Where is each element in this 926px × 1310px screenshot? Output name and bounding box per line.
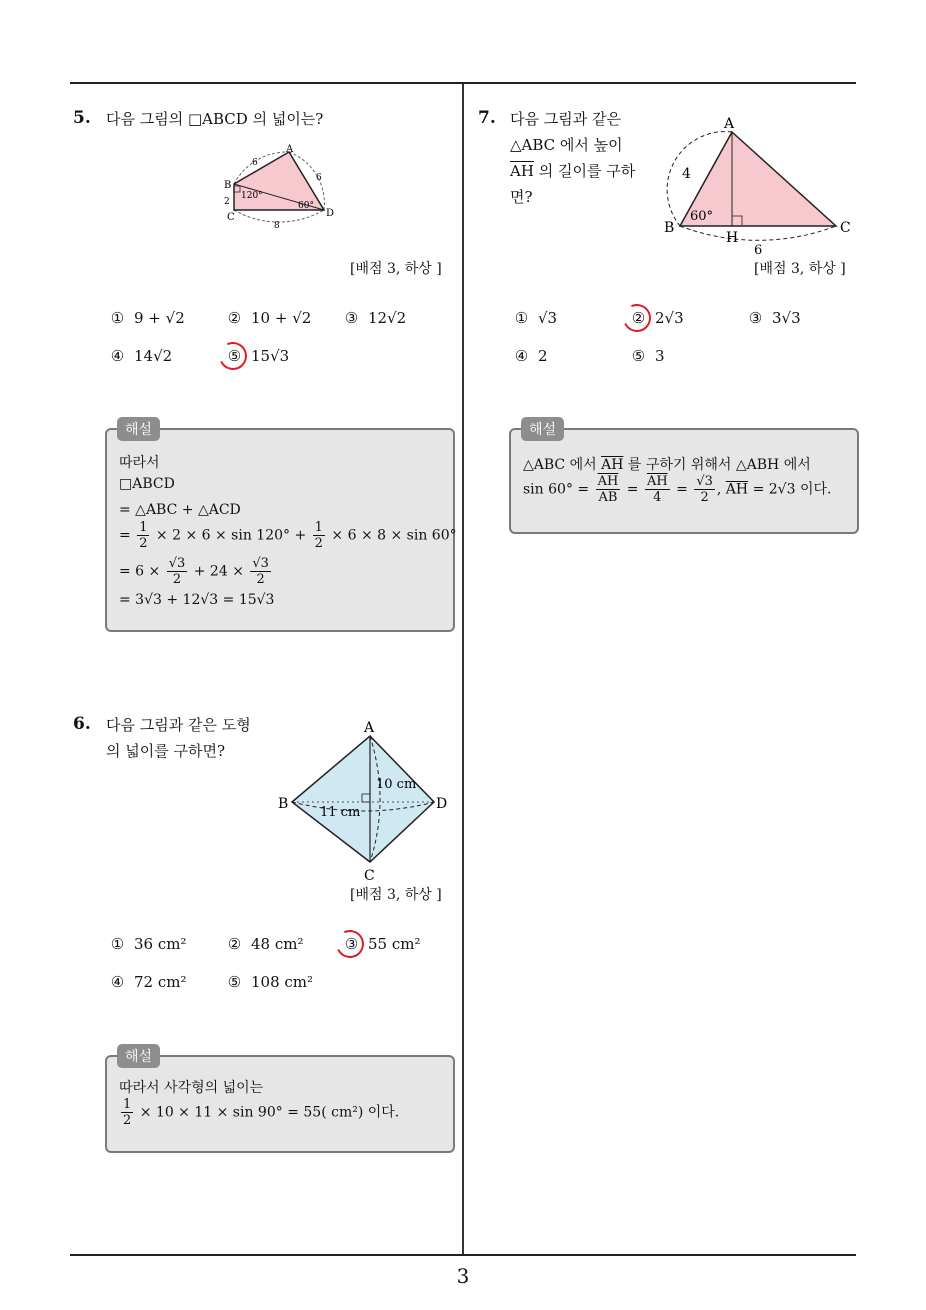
score: [배점 3, 하상 ] <box>350 261 442 277</box>
equals: = <box>119 527 131 544</box>
label-c: C <box>364 868 375 884</box>
bottom-rule <box>70 1254 856 1256</box>
label-c: C <box>840 220 851 236</box>
option-text: √3 <box>538 309 558 327</box>
solution-line: □ABCD <box>119 476 175 492</box>
equals: = <box>676 481 688 498</box>
fraction-root3-over-2: $\frac{√3}{2}$ <box>696 474 713 505</box>
option-1[interactable] <box>513 309 557 327</box>
triangle-figure <box>660 114 860 256</box>
option-number: ② <box>227 309 242 327</box>
text: 를 구하기 위해서 △ABH 에서 <box>627 457 811 473</box>
option-number: ⑤ <box>227 973 242 991</box>
answer-mark <box>215 338 251 374</box>
option-1[interactable] <box>109 935 187 953</box>
solution-line <box>119 520 457 551</box>
option-text: 36 cm² <box>134 935 187 953</box>
option-2[interactable] <box>226 935 304 953</box>
rhombus-figure <box>276 716 456 886</box>
label-h: H <box>726 230 739 246</box>
option-number: ④ <box>514 347 529 365</box>
solution-box <box>105 1049 455 1153</box>
label-a: A <box>286 144 294 155</box>
question-text: 다음 그림의 □ABCD 의 넓이는? <box>106 110 324 128</box>
solution-line: 따라서 사각형의 넓이는 <box>119 1080 264 1096</box>
term: × 10 × 11 × sin 90° = 55( cm²) 이다. <box>139 1104 400 1121</box>
equals: = <box>626 481 639 498</box>
angle-b: 60° <box>690 209 714 224</box>
solution-line: = △ABC + △ACD <box>119 502 241 518</box>
option-text: 9 + √2 <box>134 309 185 327</box>
answer-mark <box>332 926 368 962</box>
question-number: 5. <box>73 108 91 128</box>
label-a: A <box>364 720 375 736</box>
angle-b: 120° <box>241 191 263 201</box>
question-text-line <box>510 158 635 184</box>
question-text-line: △ABC 에서 높이 <box>510 136 623 154</box>
solution-tag: 해설 <box>117 417 160 441</box>
term: = 2√3 이다. <box>752 481 832 498</box>
option-3[interactable] <box>343 309 406 327</box>
label-c: C <box>227 212 235 223</box>
option-number: ① <box>110 309 125 327</box>
fraction-ah-over-4: $\frac{\overline{AH}}{4}$ <box>646 474 668 505</box>
quadrilateral-figure <box>220 142 340 234</box>
option-number: ① <box>110 935 125 953</box>
solution-line <box>523 454 811 474</box>
segment-ah: $\overline{AH}$ <box>510 162 534 180</box>
fraction-half: $\frac{1}{2}$ <box>123 1097 132 1128</box>
term: + 24 × <box>193 563 244 580</box>
solution-line <box>119 556 273 587</box>
fraction-root3-over-2: $\frac{√3}{2}$ <box>252 556 269 587</box>
fraction-half: $\frac{1}{2}$ <box>139 520 148 551</box>
label-a: A <box>724 116 735 132</box>
option-5[interactable] <box>630 347 665 365</box>
text: 의 길이를 구하 <box>538 162 636 180</box>
text: △ABC 에서 <box>523 457 597 473</box>
page-number: 3 <box>456 1264 470 1288</box>
segment-ah: $\overline{AH}$ <box>601 457 624 473</box>
label-b: B <box>664 220 675 236</box>
question-text-line: 다음 그림과 같은 <box>510 110 621 128</box>
option-number: ② <box>631 309 646 327</box>
solution-box <box>105 422 457 632</box>
term: sin 60° = <box>523 481 590 498</box>
option-text: 2 <box>538 347 548 365</box>
option-3[interactable] <box>747 309 801 327</box>
option-4[interactable] <box>109 973 187 991</box>
option-text: 14√2 <box>134 347 173 365</box>
question-number: 6. <box>73 714 91 734</box>
label-d: D <box>436 796 448 812</box>
option-text: 12√2 <box>368 309 407 327</box>
option-text: 3 <box>655 347 665 365</box>
side-ab: 6 <box>252 158 258 168</box>
option-text: 48 cm² <box>251 935 304 953</box>
question-text-line: 다음 그림과 같은 도형 <box>106 716 251 734</box>
option-text: 108 cm² <box>251 973 314 991</box>
option-number: ③ <box>344 309 359 327</box>
option-number: ③ <box>748 309 763 327</box>
label-b: B <box>224 180 232 191</box>
solution-tag: 해설 <box>521 417 564 441</box>
solution-line: = 3√3 + 12√3 = 15√3 <box>119 592 275 608</box>
option-text: 2√3 <box>655 309 684 327</box>
label-d: D <box>326 208 335 219</box>
score: [배점 3, 하상 ] <box>350 887 442 903</box>
fraction-half: $\frac{1}{2}$ <box>314 520 323 551</box>
option-number: ④ <box>110 973 125 991</box>
option-2[interactable] <box>226 309 311 327</box>
option-1[interactable] <box>109 309 185 327</box>
question-text-line: 의 넓이를 구하면? <box>106 742 226 760</box>
side-bc: 2 <box>224 197 230 207</box>
question-number: 7. <box>478 108 496 128</box>
option-number: ④ <box>110 347 125 365</box>
side-cd: 8 <box>274 221 280 231</box>
side-bc: 6 <box>754 243 763 256</box>
length-10cm: 10 cm <box>376 777 417 792</box>
option-text: 3√3 <box>772 309 801 327</box>
label-b: B <box>278 796 289 812</box>
option-number: ② <box>227 935 242 953</box>
term: × 6 × 8 × sin 60° <box>331 527 457 544</box>
option-number: ⑤ <box>631 347 646 365</box>
term: = 6 × <box>119 563 161 580</box>
option-5[interactable] <box>226 973 313 991</box>
side-ab: 4 <box>682 166 691 182</box>
option-number: ⑤ <box>227 347 242 365</box>
solution-line <box>119 1097 399 1128</box>
option-number: ③ <box>344 935 359 953</box>
option-text: 55 cm² <box>368 935 421 953</box>
solution-line: 따라서 <box>119 455 160 471</box>
side-ad: 6 <box>316 173 322 183</box>
column-divider <box>462 84 464 1255</box>
solution-line: sin 60° = $\frac{\overline{AH}}{AB}$ = $\frac{\overline{AH}}{4}$ = $\frac{√3}{2}$ , $\overline{AH} = 2√3$ 이다. <box>523 474 832 505</box>
option-4[interactable] <box>513 347 548 365</box>
fraction-root3-over-2: $\frac{√3}{2}$ <box>168 556 186 587</box>
solution-tag: 해설 <box>117 1044 160 1068</box>
option-text: 10 + √2 <box>251 309 312 327</box>
option-number: ① <box>514 309 529 327</box>
score: [배점 3, 하상 ] <box>754 261 846 277</box>
term: × 2 × 6 × sin 120° + <box>155 527 307 544</box>
option-text: 72 cm² <box>134 973 187 991</box>
option-text: 15√3 <box>251 347 290 365</box>
length-11cm: 11 cm <box>320 805 361 820</box>
option-4[interactable] <box>109 347 172 365</box>
solution-box <box>509 422 859 534</box>
segment-ah: $\overline{AH}$ <box>725 481 749 498</box>
fraction-ah-over-ab: $\frac{\overline{AH}}{AB}$ <box>597 474 619 505</box>
question-text-line: 면? <box>510 188 533 206</box>
answer-mark <box>619 300 655 336</box>
angle-d: 60° <box>298 201 314 211</box>
